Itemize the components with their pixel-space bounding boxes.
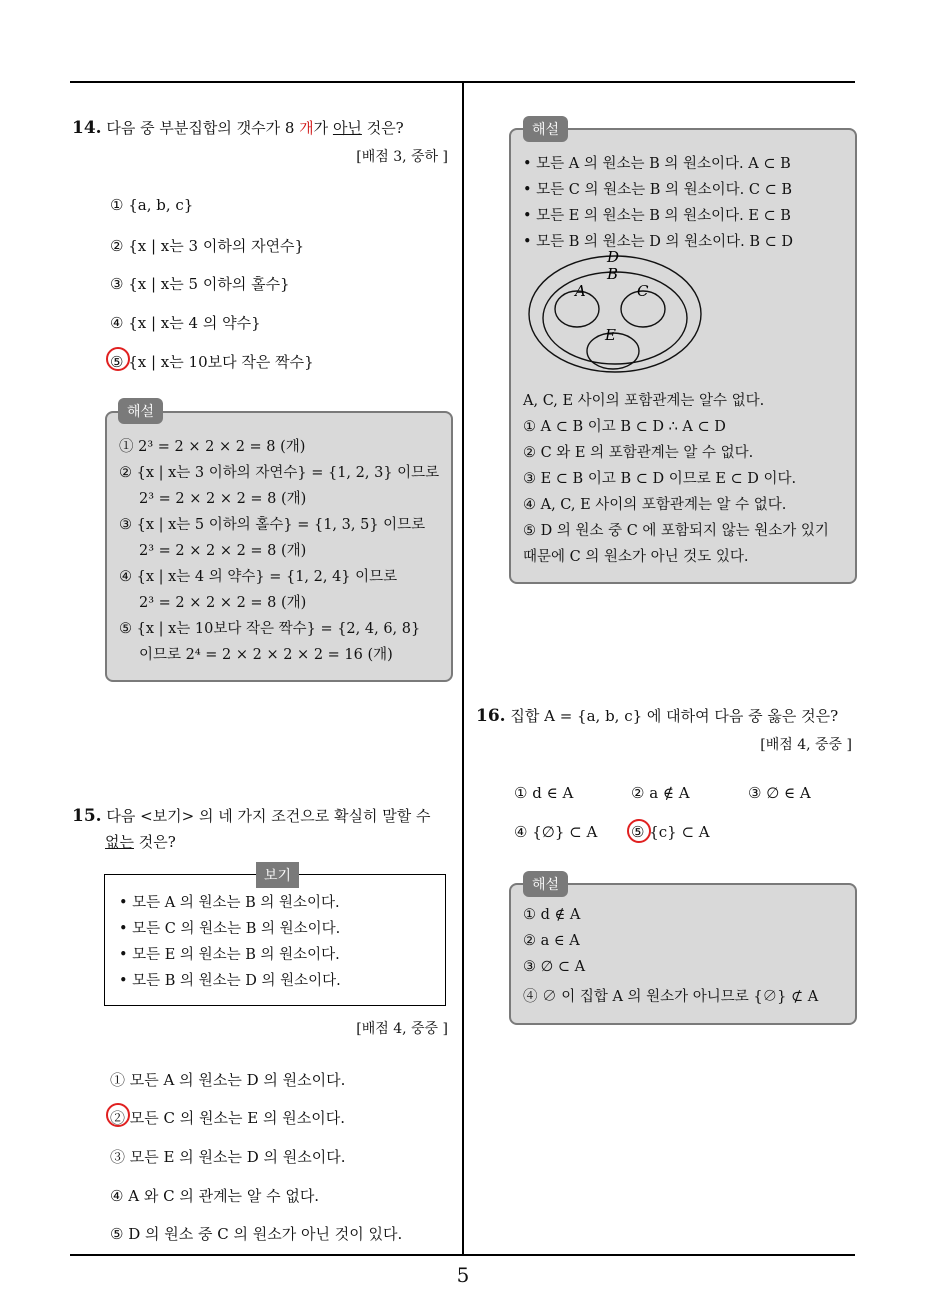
q15-sol-bottom-6: ⑤ D 의 원소 중 C 에 포함되지 않는 원소가 있기 <box>523 523 829 539</box>
q15-sol-bottom-7: 때문에 C 의 원소가 아닌 것도 있다. <box>523 549 749 565</box>
q14-question: 14. 다음 중 부분집합의 갯수가 8 개가 아닌 것은? <box>72 118 404 138</box>
q16-question: 16. 집합 A = {a, b, c} 에 대하여 다음 중 옳은 것은? <box>476 706 839 726</box>
q15-answer-circle <box>106 1103 130 1127</box>
q15-sol-bottom-4: ③ E ⊂ B 이고 B ⊂ D 이므로 E ⊂ D 이다. <box>523 471 797 487</box>
q14-solution-box <box>105 411 453 682</box>
q15-bogi-box <box>104 874 446 1006</box>
page-number: 5 <box>456 1263 470 1287</box>
q15-bogi-line-2: • 모든 C 의 원소는 B 의 원소이다. <box>119 921 341 937</box>
q14-answer-circle <box>106 347 130 371</box>
q14-sol-line-8: ⑤ {x | x는 10보다 작은 짝수} = {2, 4, 6, 8} <box>119 621 421 637</box>
q16-number: 16. <box>476 706 506 726</box>
q14-sol-line-2: ② {x | x는 3 이하의 자연수} = {1, 2, 3} 이므로 <box>119 465 440 481</box>
q16-sol-line-3: ③ ∅ ⊂ A <box>523 959 586 975</box>
q15-sol-bottom-3: ② C 와 E 의 포함관계는 알 수 없다. <box>523 445 754 461</box>
venn-label-d: D <box>607 248 620 266</box>
q14-choice-4[interactable]: ④ {x | x는 4 의 약수} <box>110 314 261 332</box>
venn-label-c: C <box>637 282 649 300</box>
q15-sol-top-3: • 모든 E 의 원소는 B 의 원소이다. E ⊂ B <box>523 208 791 224</box>
venn-label-b: B <box>607 265 619 283</box>
q15-choice-4[interactable]: ④ A 와 C 의 관계는 알 수 없다. <box>110 1187 320 1205</box>
q14-sol-line-7: 2³ = 2 × 2 × 2 = 8 (개) <box>139 595 307 611</box>
q16-solution-tag: 해설 <box>523 871 568 897</box>
q15-bogi-tag: 보기 <box>256 862 299 888</box>
q15-sol-top-1: • 모든 A 의 원소는 B 의 원소이다. A ⊂ B <box>523 156 791 172</box>
q14-solution-tag: 해설 <box>118 398 163 424</box>
venn-label-a: A <box>575 282 586 300</box>
q15-solution-box <box>509 128 857 584</box>
q16-sol-line-4: ④ ∅ 이 집합 A 의 원소가 아니므로 {∅} ⊄ A <box>523 989 819 1005</box>
venn-diagram <box>519 248 719 378</box>
q14-sol-line-6: ④ {x | x는 4 의 약수} = {1, 2, 4} 이므로 <box>119 569 398 585</box>
q14-number: 14. <box>72 118 102 138</box>
q16-answer-circle <box>627 819 651 843</box>
q16-choice-5[interactable]: ⑤ {c} ⊂ A <box>631 823 710 841</box>
q15-sol-bottom-1: A, C, E 사이의 포함관계는 알수 없다. <box>523 393 765 409</box>
q14-sol-line-1: ① 2³ = 2 × 2 × 2 = 8 (개) <box>119 439 306 455</box>
q14-choice-5[interactable]: ⑤ {x | x는 10보다 작은 짝수} <box>110 353 314 371</box>
q15-choice-1[interactable]: ① 모든 A 의 원소는 D 의 원소이다. <box>110 1071 346 1089</box>
q16-choice-1[interactable]: ① d ∈ A <box>514 784 574 802</box>
venn-label-e: E <box>605 326 616 344</box>
q15-bogi-line-4: • 모든 B 의 원소는 D 의 원소이다. <box>119 973 341 989</box>
q16-choice-3[interactable]: ③ ∅ ∈ A <box>748 784 811 802</box>
q15-question-line2: 없는 것은? <box>105 833 176 851</box>
q15-choice-3[interactable]: ③ 모든 E 의 원소는 D 의 원소이다. <box>110 1148 346 1166</box>
q14-sol-line-4: ③ {x | x는 5 이하의 홀수} = {1, 3, 5} 이므로 <box>119 517 426 533</box>
q14-choice-1[interactable]: ① {a, b, c} <box>110 196 194 214</box>
q14-choice-2[interactable]: ② {x | x는 3 이하의 자연수} <box>110 237 305 255</box>
q14-grade: [배점 3, 중하 ] <box>356 149 448 165</box>
q16-sol-line-1: ① d ∉ A <box>523 907 581 923</box>
q15-bogi-line-1: • 모든 A 의 원소는 B 의 원소이다. <box>119 895 340 911</box>
q16-grade: [배점 4, 중중 ] <box>760 737 852 753</box>
q15-number: 15. <box>72 806 102 826</box>
q16-choice-4[interactable]: ④ {∅} ⊂ A <box>514 823 598 841</box>
column-divider <box>462 81 464 1255</box>
q15-choice-5[interactable]: ⑤ D 의 원소 중 C 의 원소가 아닌 것이 있다. <box>110 1225 403 1243</box>
q16-choice-2[interactable]: ② a ∉ A <box>631 784 690 802</box>
q14-choice-3[interactable]: ③ {x | x는 5 이하의 홀수} <box>110 275 290 293</box>
q15-sol-bottom-2: ① A ⊂ B 이고 B ⊂ D ∴ A ⊂ D <box>523 419 726 435</box>
q14-sol-line-3: 2³ = 2 × 2 × 2 = 8 (개) <box>139 491 307 507</box>
q16-solution-box <box>509 883 857 1025</box>
q15-grade: [배점 4, 중중 ] <box>356 1021 448 1037</box>
q14-sol-line-5: 2³ = 2 × 2 × 2 = 8 (개) <box>139 543 307 559</box>
q15-bogi-line-3: • 모든 E 의 원소는 B 의 원소이다. <box>119 947 340 963</box>
q16-sol-line-2: ② a ∈ A <box>523 933 580 949</box>
venn-set-b <box>543 272 687 364</box>
q15-sol-top-4: • 모든 B 의 원소는 D 의 원소이다. B ⊂ D <box>523 234 794 250</box>
q15-sol-bottom-5: ④ A, C, E 사이의 포함관계는 알 수 없다. <box>523 497 787 513</box>
q14-sol-line-9: 이므로 2⁴ = 2 × 2 × 2 × 2 = 16 (개) <box>139 647 393 663</box>
q15-solution-tag: 해설 <box>523 116 568 142</box>
q15-sol-top-2: • 모든 C 의 원소는 B 의 원소이다. C ⊂ B <box>523 182 792 198</box>
q15-question: 15. 다음 <보기> 의 네 가지 조건으로 확실히 말할 수 <box>72 806 431 826</box>
q15-choice-2[interactable]: ② 모든 C 의 원소는 E 의 원소이다. <box>110 1109 345 1127</box>
